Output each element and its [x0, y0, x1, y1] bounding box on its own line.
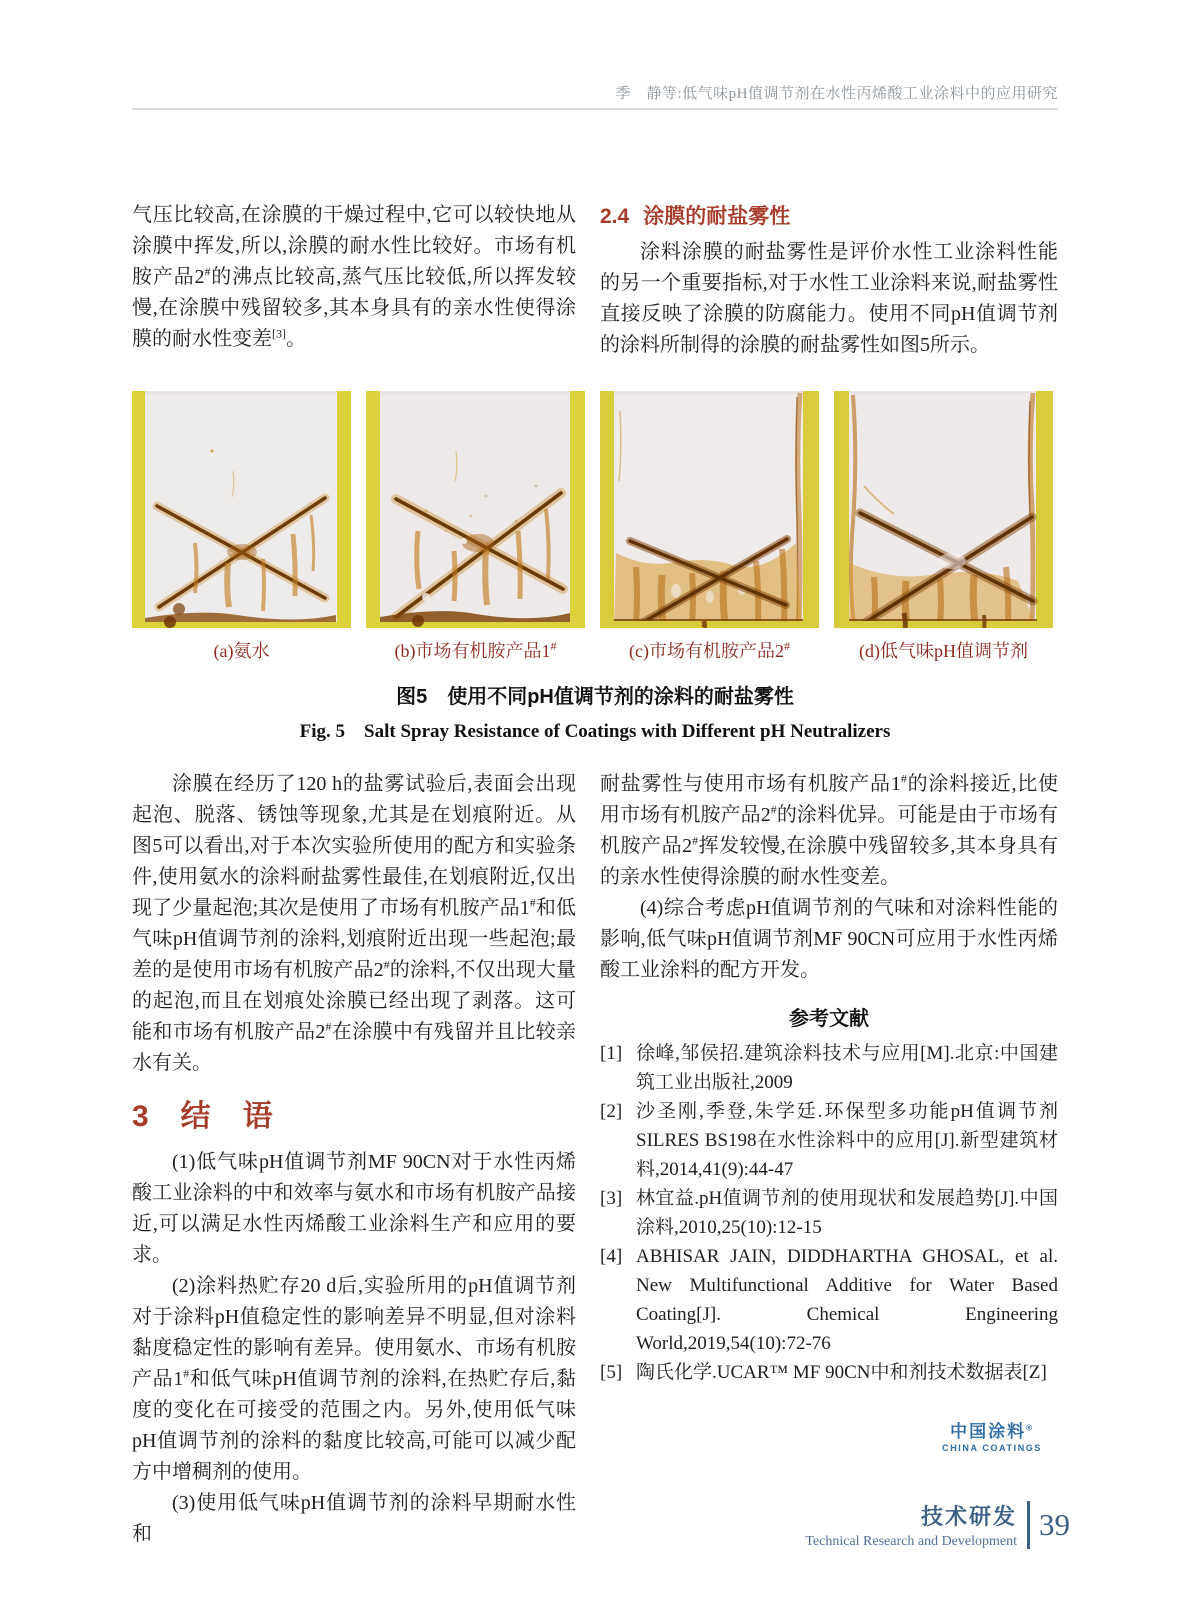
panel-a-caption: (a)氨水: [213, 641, 270, 661]
panel-c-caption: (c)市场有机胺产品2#: [629, 639, 790, 661]
china-coatings-logo: [942, 1417, 1042, 1453]
header-rule: [132, 108, 1058, 110]
section-heading-2-4: [600, 200, 1058, 230]
figure-caption: [132, 680, 1058, 743]
page-number: 39: [1039, 1507, 1070, 1542]
logo-text: 中国涂料: [950, 1422, 1027, 1441]
references-list: [600, 1039, 1058, 1387]
panel-a-image: [132, 391, 351, 628]
logo-name-zh: [942, 1417, 1042, 1442]
panel-c: [600, 391, 819, 663]
paragraph-continuation: 气压比较高,在涂膜的干燥过程中,它可以较快地从涂膜中挥发,所以,涂膜的耐水性比较好。市场有机胺产品2#的沸点比较高,蒸气压比较低,所以挥发较慢,在涂膜中残留较多,其本身具有的亲水性使得涂膜的耐水性变差[3]。: [132, 204, 577, 350]
reference-item: [600, 1242, 1058, 1358]
page-header: [132, 0, 1058, 110]
footer-section-en: Technical Research and Development: [805, 1534, 1017, 1549]
section-number: 2.4: [600, 205, 630, 228]
reference-text: ABHISAR JAIN, DIDDHARTHA GHOSAL, et al. New Multifunctional Additive for Water Based Coating[J]. Chemical Engineering World,2019,54(10):72-76: [636, 1246, 1058, 1354]
conclusion-4: (4)综合考虑pH值调节剂的气味和对涂料性能的影响,低气味pH值调节剂MF 90CN可应用于水性丙烯酸工业涂料的配方开发。: [600, 897, 1058, 981]
reference-text: 陶氏化学.UCAR™ MF 90CN中和剂技术数据表[Z]: [636, 1362, 1047, 1383]
logo-name-en: CHINA COATINGS: [942, 1443, 1042, 1453]
left-column-bottom: [132, 769, 576, 1550]
reference-item: [600, 1097, 1058, 1184]
footer-divider: [1027, 1501, 1030, 1549]
paragraph-salt-spray-intro: 涂料涂膜的耐盐雾性是评价水性工业涂料性能的另一个重要指标,对于水性工业涂料来说,耐盐雾性直接反映了涂膜的防腐能力。使用不同pH值调节剂的涂料所制得的涂膜的耐盐雾性如图5所示。: [600, 241, 1058, 356]
right-column-top: [600, 200, 1058, 361]
reference-number: [2]: [600, 1101, 623, 1122]
reference-item: [600, 1039, 1058, 1097]
reference-text: 徐峰,邹侯招.建筑涂料技术与应用[M].北京:中国建筑工业出版社,2009: [636, 1043, 1058, 1093]
section-title: 涂膜的耐盐雾性: [643, 205, 791, 228]
panel-d-image: [834, 391, 1053, 628]
salt-spray-panels: [132, 391, 1058, 663]
reference-text: 沙圣刚,季登,朱学廷.环保型多功能pH值调节剂SILRES BS198在水性涂料中的应用[J].新型建筑材料,2014,41(9):44-47: [636, 1101, 1058, 1180]
reference-text: 林宜益.pH值调节剂的使用现状和发展趋势[J].中国涂料,2010,25(10):12-15: [636, 1188, 1058, 1238]
bottom-columns: [132, 769, 1058, 1550]
right-column-bottom: [600, 769, 1058, 1550]
conclusion-3-start: (3)使用低气味pH值调节剂的涂料早期耐水性和: [132, 1492, 576, 1545]
reference-number: [1]: [600, 1043, 623, 1064]
panel-b-caption: (b)市场有机胺产品1#: [394, 639, 557, 661]
section-heading-3: 3 结 语: [132, 1100, 274, 1133]
running-head: 季 静等:低气味pH值调节剂在水性丙烯酸工业涂料中的应用研究: [615, 86, 1058, 102]
page-footer: [805, 1500, 1070, 1550]
reference-item: [600, 1184, 1058, 1242]
panel-d-caption: (d)低气味pH值调节剂: [859, 641, 1028, 661]
reference-number: [5]: [600, 1362, 623, 1383]
conclusion-2: (2)涂料热贮存20 d后,实验所用的pH值调节剂对于涂料pH值稳定性的影响差异不明显,但对涂料黏度稳定性的影响有差异。使用氨水、市场有机胺产品1#和低气味pH值调节剂的涂料,在热贮存后,黏度的变化在可接受的范围之内。另外,使用低气味pH值调节剂的涂料的黏度比较高,可能可以减少配方中增稠剂的使用。: [132, 1275, 576, 1483]
reference-item: [600, 1358, 1058, 1387]
reference-number: [3]: [600, 1188, 623, 1209]
panel-d: [834, 391, 1053, 663]
figure-caption-zh: 图5 使用不同pH值调节剂的涂料的耐盐雾性: [396, 686, 794, 708]
figure-caption-en: Fig. 5 Salt Spray Resistance of Coatings with Different pH Neutralizers: [299, 721, 891, 742]
panel-b: [366, 391, 585, 663]
conclusion-3-continuation: 耐盐雾性与使用市场有机胺产品1#的涂料接近,比使用市场有机胺产品2#的涂料优异。可能是由于市场有机胺产品2#挥发较慢,在涂膜中残留较多,其本身具有的亲水性使得涂膜的耐水性变差。: [600, 771, 1059, 888]
left-column-top: [132, 200, 576, 361]
footer-section-zh: 技术研发: [920, 1504, 1017, 1529]
panel-a: [132, 391, 351, 663]
top-columns: [132, 200, 1058, 361]
registered-mark: ®: [1026, 1423, 1034, 1433]
paragraph-salt-spray-results: 涂膜在经历了120 h的盐雾试验后,表面会出现起泡、脱落、锈蚀等现象,尤其是在划痕附近。从图5可以看出,对于本次实验所使用的配方和实验条件,使用氨水的涂料耐盐雾性最佳,在划痕附近,仅出现了少量起泡;其次是使用了市场有机胺产品1#和低气味pH值调节剂的涂料,划痕附近出现一些起泡;最差的是使用市场有机胺产品2#的涂料,不仅出现大量的起泡,而且在划痕处涂膜已经出现了剥落。这可能和市场有机胺产品2#在涂膜中有残留并且比较亲水有关。: [132, 773, 577, 1074]
figure-5: [132, 391, 1058, 743]
conclusion-1: (1)低气味pH值调节剂MF 90CN对于水性丙烯酸工业涂料的中和效率与氨水和市场有机胺产品接近,可以满足水性丙烯酸工业涂料生产和应用的要求。: [132, 1151, 576, 1266]
panel-c-image: [600, 391, 819, 628]
reference-number: [4]: [600, 1246, 623, 1267]
panel-b-image: [366, 391, 585, 628]
references-heading: 参考文献: [789, 1008, 869, 1030]
